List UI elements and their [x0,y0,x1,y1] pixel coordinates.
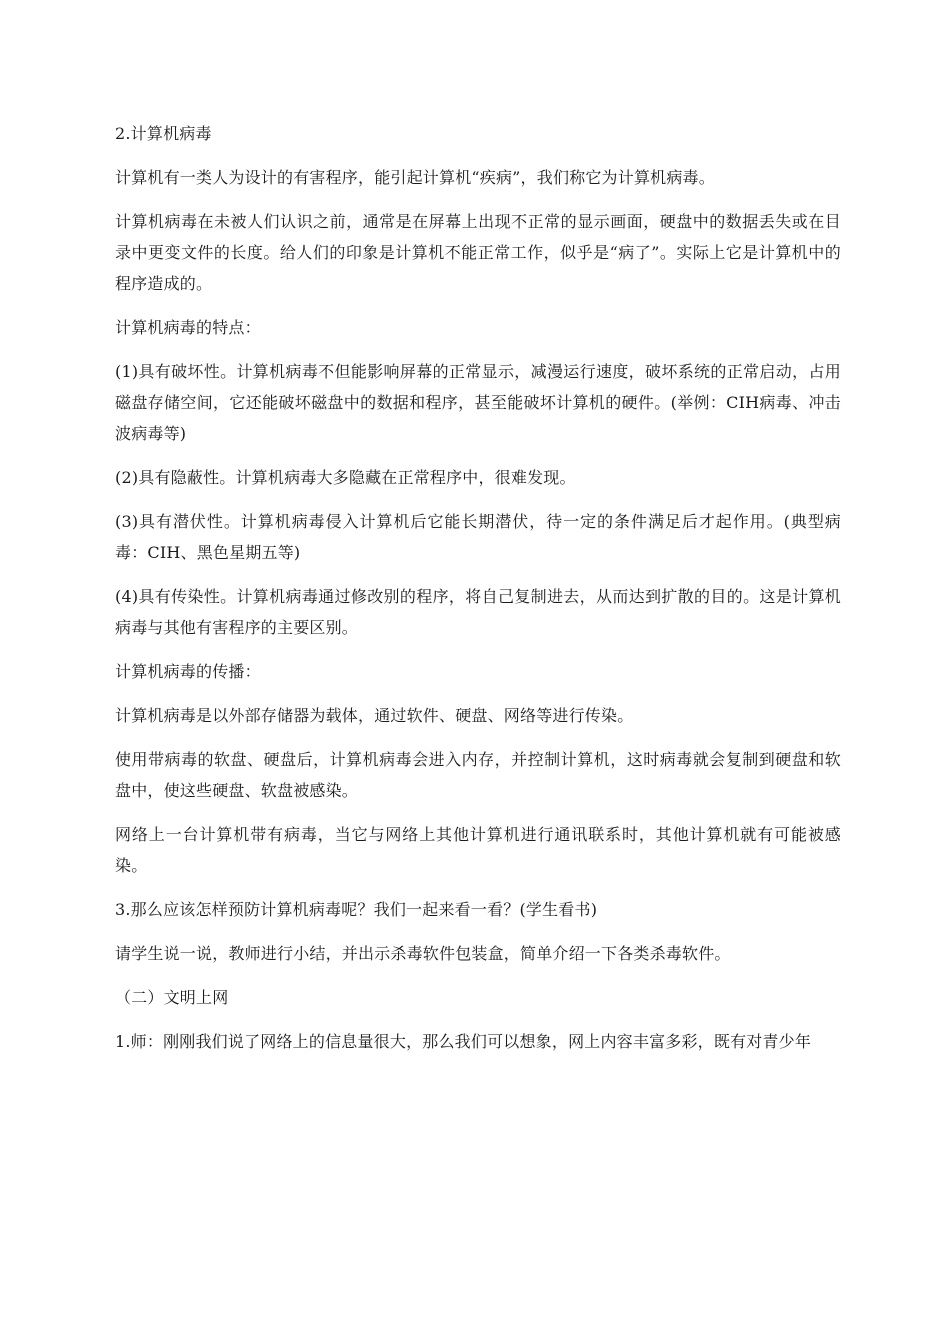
virus-features-heading: 计算机病毒的特点： [115,318,261,337]
antivirus-summary-paragraph: 请学生说一说，教师进行小结，并出示杀毒软件包装盒，简单介绍一下各类杀毒软件。 [115,944,731,963]
virus-spread-heading: 计算机病毒的传播： [115,662,261,681]
section-heading-computer-virus: 2.计算机病毒 [115,124,212,143]
spread-carrier-paragraph: 计算机病毒是以外部存储器为载体，通过软件、硬盘、网络等进行传染。 [115,706,634,725]
teacher-intro-paragraph: 1.师：刚刚我们说了网络上的信息量很大，那么我们可以想象，网上内容丰富多彩，既有对青少年 [115,1032,812,1051]
section-heading-civilized-internet: （二）文明上网 [115,988,229,1007]
document-body [115,118,841,1070]
feature-destructive-paragraph: (1)具有破坏性。计算机病毒不但能影响屏幕的正常显示，减漫运行速度，破坏系统的正常启动，占用磁盘存储空间，它还能破坏磁盘中的数据和程序，甚至能破坏计算机的硬件。(举例：CIH病毒、冲击波病毒等) [115,362,841,443]
feature-latency-paragraph: (3)具有潜伏性。计算机病毒侵入计算机后它能长期潜伏，待一定的条件满足后才起作用。(典型病毒：CIH、黑色星期五等) [115,512,841,562]
virus-definition-paragraph: 计算机有一类人为设计的有害程序，能引起计算机“疾病”，我们称它为计算机病毒。 [115,168,715,187]
feature-infectious-paragraph: (4)具有传染性。计算机病毒通过修改别的程序，将自己复制进去，从而达到扩散的目的。这是计算机病毒与其他有害程序的主要区别。 [115,587,841,637]
virus-symptoms-paragraph: 计算机病毒在未被人们认识之前，通常是在屏幕上出现不正常的显示画面，硬盘中的数据丢失或在目录中更变文件的长度。给人们的印象是计算机不能正常工作，似乎是“病了”。实际上它是计算机中的程序造成的。 [115,212,841,293]
spread-network-paragraph: 网络上一台计算机带有病毒，当它与网络上其他计算机进行通讯联系时，其他计算机就有可能被感染。 [115,825,841,875]
feature-concealment-paragraph: (2)具有隐蔽性。计算机病毒大多隐藏在正常程序中，很难发现。 [115,468,576,487]
prevention-question-paragraph: 3.那么应该怎样预防计算机病毒呢？我们一起来看一看？(学生看书) [115,900,598,919]
spread-disk-paragraph: 使用带病毒的软盘、硬盘后，计算机病毒会进入内存，并控制计算机，这时病毒就会复制到硬盘和软盘中，使这些硬盘、软盘被感染。 [115,750,841,800]
